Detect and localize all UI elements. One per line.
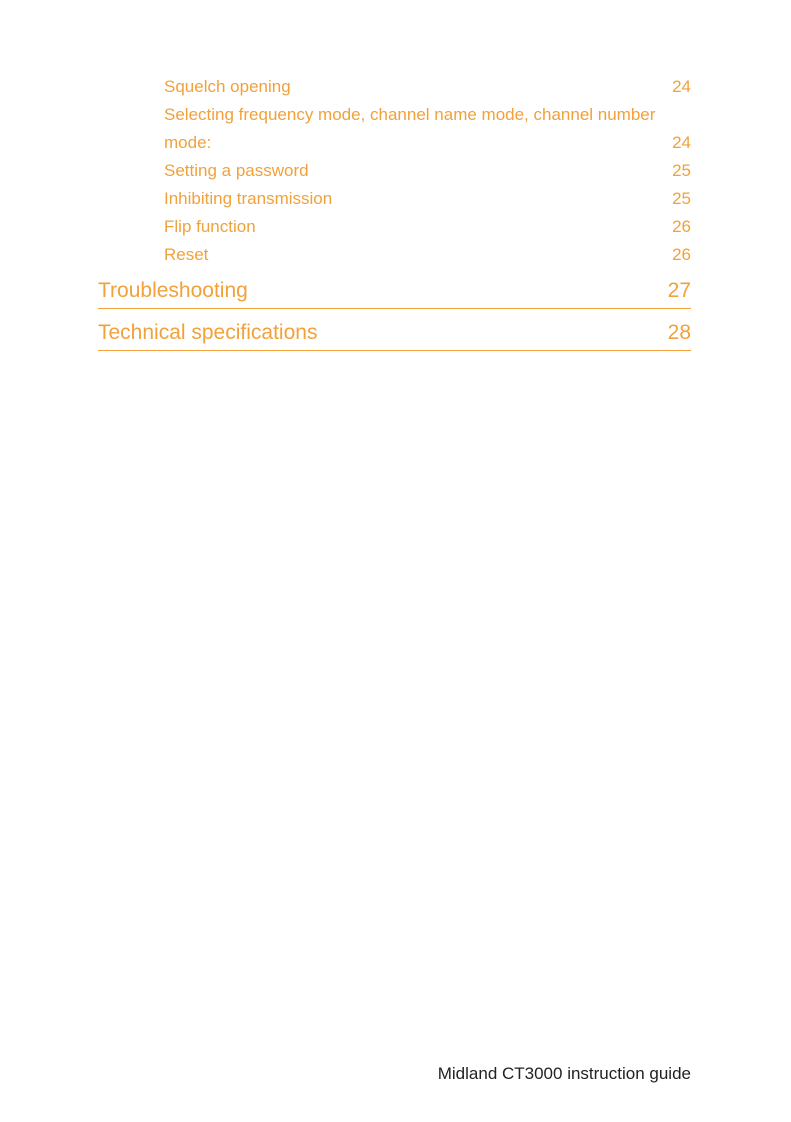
toc-entry-setting-password[interactable] bbox=[164, 157, 691, 185]
toc-main-entry-page-number: 27 bbox=[667, 279, 691, 302]
toc-entry-inhibiting-transmission[interactable] bbox=[164, 185, 691, 213]
toc-entry-selecting-mode[interactable] bbox=[164, 101, 691, 157]
toc-entry-label: Flip function bbox=[164, 217, 256, 236]
toc-entry-label: Squelch opening bbox=[164, 77, 291, 96]
toc-entry-page-number: 26 bbox=[672, 245, 691, 264]
toc-entry-troubleshooting[interactable] bbox=[98, 276, 691, 309]
toc-entry-page-number: 26 bbox=[672, 217, 691, 236]
toc-entry-page-number: 25 bbox=[672, 161, 691, 180]
toc-main-entry-label: Technical specifications bbox=[98, 321, 318, 344]
toc-main-entry-page-number: 28 bbox=[667, 321, 691, 344]
toc-entry-label: Setting a password bbox=[164, 161, 309, 180]
toc-entry-squelch-opening[interactable] bbox=[164, 73, 691, 101]
toc-entry-flip-function[interactable] bbox=[164, 213, 691, 241]
toc-entry-reset[interactable] bbox=[164, 241, 691, 269]
page-footer: Midland CT3000 instruction guide bbox=[437, 1064, 691, 1083]
toc-main-entry-label: Troubleshooting bbox=[98, 279, 248, 302]
toc-entry-label: Inhibiting transmission bbox=[164, 189, 333, 208]
toc-entry-label: Selecting frequency mode, channel name mode, channel number mode: bbox=[164, 105, 656, 152]
toc-entry-technical-specifications[interactable] bbox=[98, 318, 691, 351]
toc-entry-label: Reset bbox=[164, 245, 209, 264]
toc-entry-page-number: 25 bbox=[672, 189, 691, 208]
toc-entry-page-number: 24 bbox=[672, 77, 691, 96]
toc-entry-page-number: 24 bbox=[672, 133, 691, 152]
